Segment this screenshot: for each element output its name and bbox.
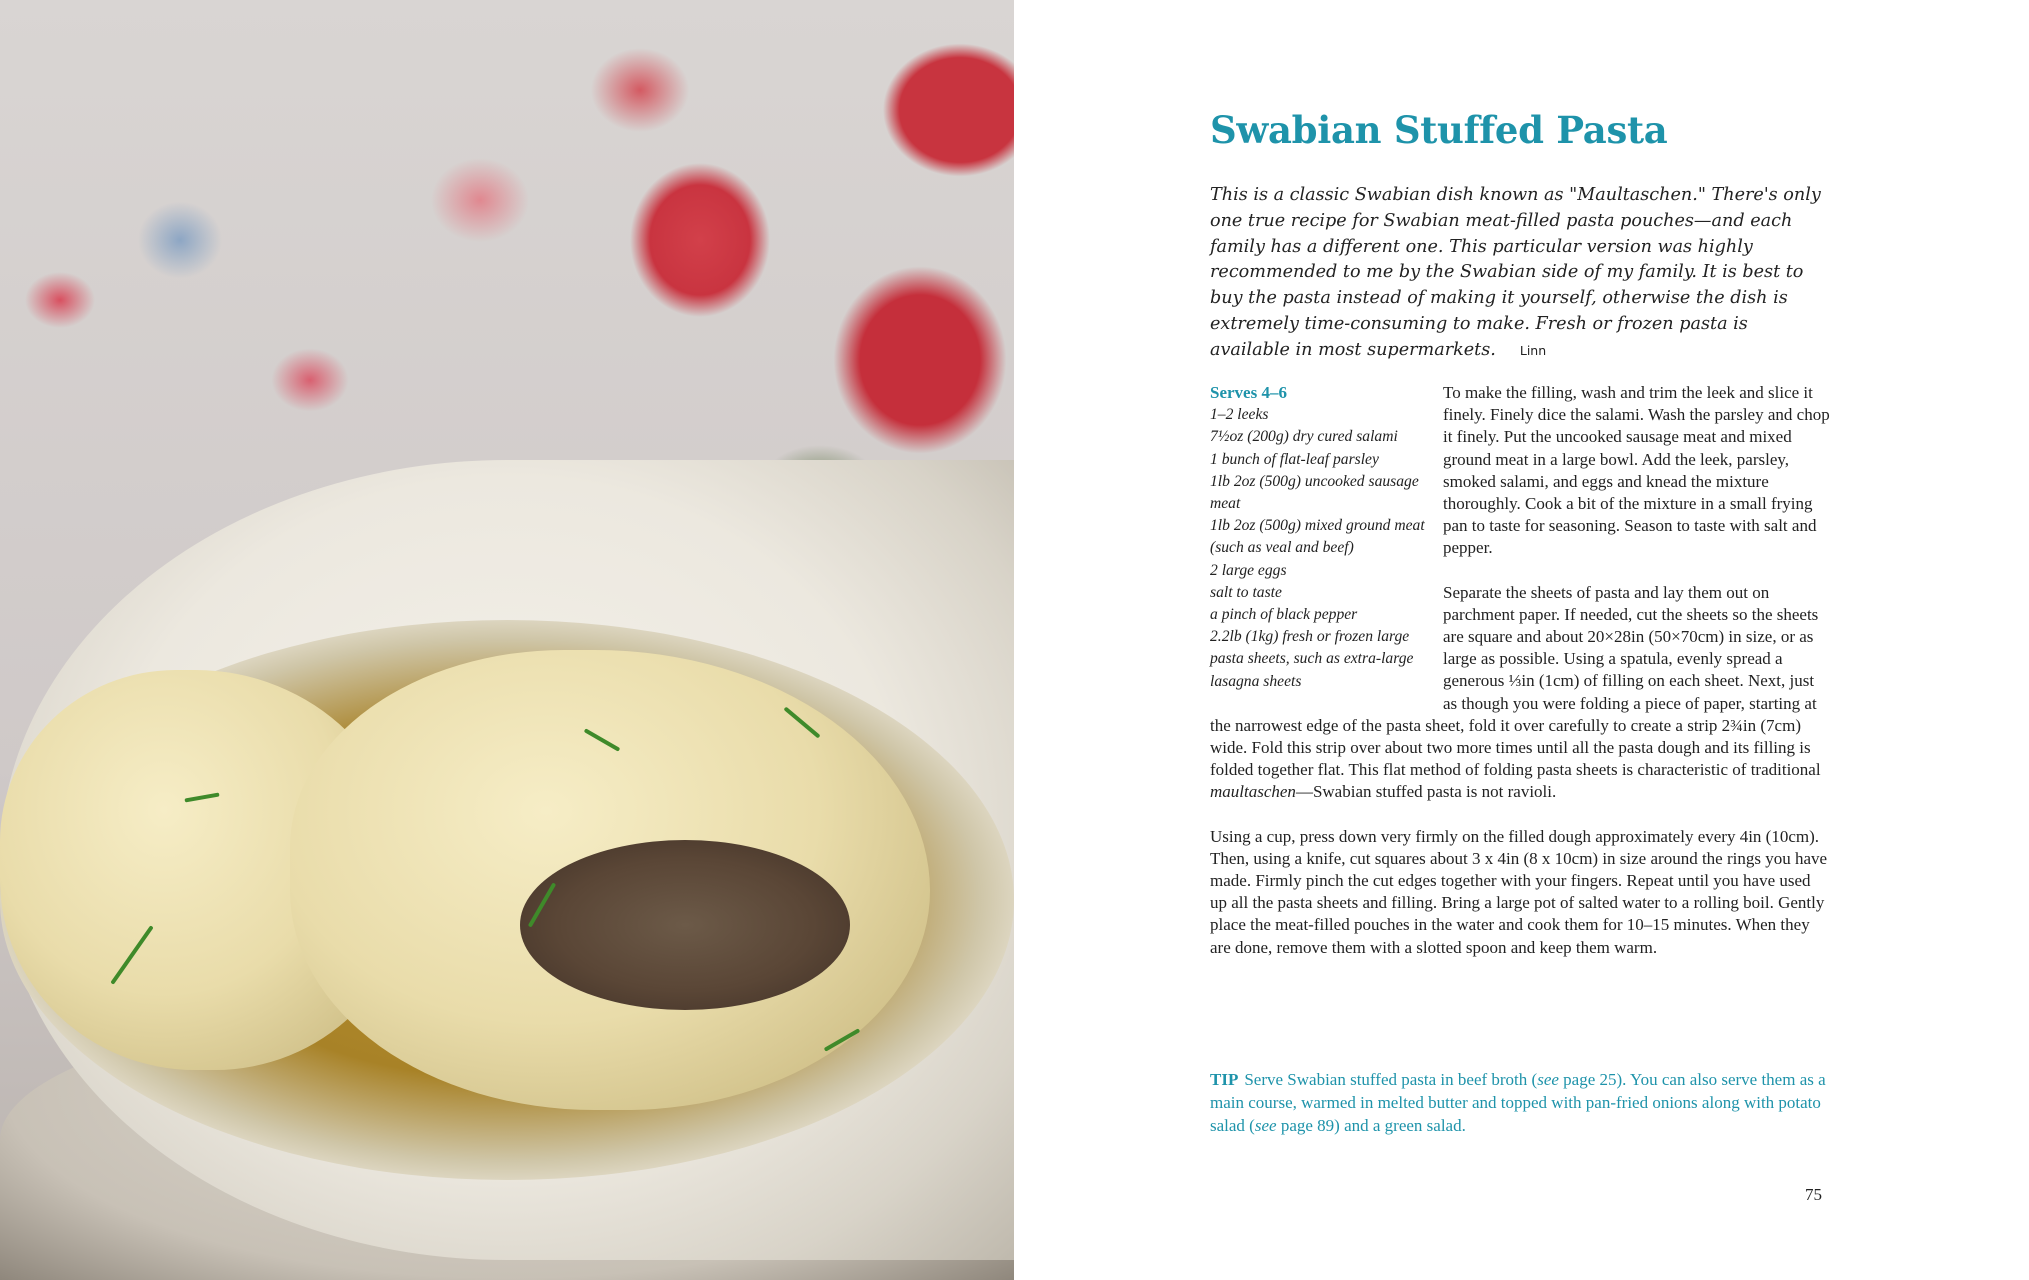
tip-label: TIP — [1210, 1070, 1239, 1089]
ingredient: 1–2 leeks — [1210, 406, 1269, 424]
serves-label: Serves 4–6 — [1210, 383, 1287, 402]
tip-see: see — [1537, 1070, 1559, 1089]
page-title: Swabian Stuffed Pasta — [1210, 108, 1668, 152]
tip-text: page 25). You can also serve them as a main course, warmed in melted butter and topped with pan-fried onions along with potato salad ( — [1210, 1070, 1826, 1135]
method-paragraph-3: Using a cup, press down very firmly on the filled dough approximately every 4in (10cm). Then, using a knife, cut squares about 3 x 4in (8 x 10cm) in size around the rings you have made. Firmly pinch the cut edges together with your fingers. Repeat until you have used up all the pasta sheets and filling. Bring a large pot of salted water to a rolling boil. Gently place the meat-filled pouches in the water and cook them for 10–15 minutes. When they are done, remove them with a slotted spoon and keep them warm. — [1210, 826, 1828, 957]
intro-paragraph — [1210, 183, 1830, 364]
method-text-part: Separate the sheets of pasta and lay them out on parchment paper. If needed, cut the sheets so the sheets are square and about 20×28in (50×70cm) in size, or as large as possible. Using a spatula, evenly spread a generous ⅓in (1cm) of filling on each sheet. Next, just as though you were folding a piece of paper, starting at the narrowest edge of the pasta sheet, fold it over carefully to create a strip 2¾in (7cm) wide. Fold this strip over about two more times until all the pasta dough and its filling is folded together flat. This flat method of folding pasta sheets is characteristic of traditional — [1210, 582, 1821, 780]
tip-box — [1210, 1068, 1830, 1137]
ingredient: 1lb 2oz (500g) uncooked sausage meat — [1210, 472, 1419, 513]
ingredient: a pinch of black pepper — [1210, 606, 1358, 624]
ingredient-list — [1210, 382, 1443, 693]
intro-signature: Linn — [1519, 342, 1547, 358]
method-paragraph-1: To make the filling, wash and trim the leek and slice it finely. Finely dice the salami. Wash the parsley and chop it finely. Put the uncooked sausage meat and mixed ground meat in a large bowl. Add the leek, parsley, smoked salami, and eggs and knead the mixture thoroughly. Cook a bit of the mixture in a small frying pan to taste for seasoning. Season to taste with salt and pepper. — [1443, 383, 1830, 558]
ingredient: 7½oz (200g) dry cured salami — [1210, 428, 1398, 446]
method-italic-term: maultaschen — [1210, 782, 1296, 802]
tip-text: page 89) and a green salad. — [1276, 1116, 1466, 1135]
food-photo — [0, 0, 1014, 1280]
page-number: 75 — [1805, 1185, 1822, 1204]
ingredient: 2.2lb (1kg) fresh or frozen large pasta sheets, such as extra-large lasagna sheets — [1210, 628, 1414, 690]
tip-see: see — [1254, 1116, 1277, 1135]
ingredient: 1lb 2oz (500g) mixed ground meat (such as veal and beef) — [1210, 517, 1425, 557]
intro-text: This is a classic Swabian dish known as "Maultaschen." There's only one true recipe for Swabian meat-filled pasta pouches—and each family has a different one. This particular version was highly recommended to me by the Swabian side of my family. It is best to buy the pasta instead of making it yourself, otherwise the dish is extremely time-consuming to make. Fresh or frozen pasta is available in most supermarkets. — [1210, 185, 1821, 360]
method-text-part: —Swabian stuffed pasta is not ravioli. — [1295, 782, 1557, 802]
tip-text: Serve Swabian stuffed pasta in beef broth ( — [1244, 1070, 1538, 1089]
ingredient: 2 large eggs — [1210, 561, 1287, 579]
ingredient: 1 bunch of flat-leaf parsley — [1210, 450, 1379, 468]
meat-filling — [520, 840, 850, 1010]
ingredient: salt to taste — [1210, 583, 1282, 601]
recipe-body — [1210, 382, 1830, 981]
